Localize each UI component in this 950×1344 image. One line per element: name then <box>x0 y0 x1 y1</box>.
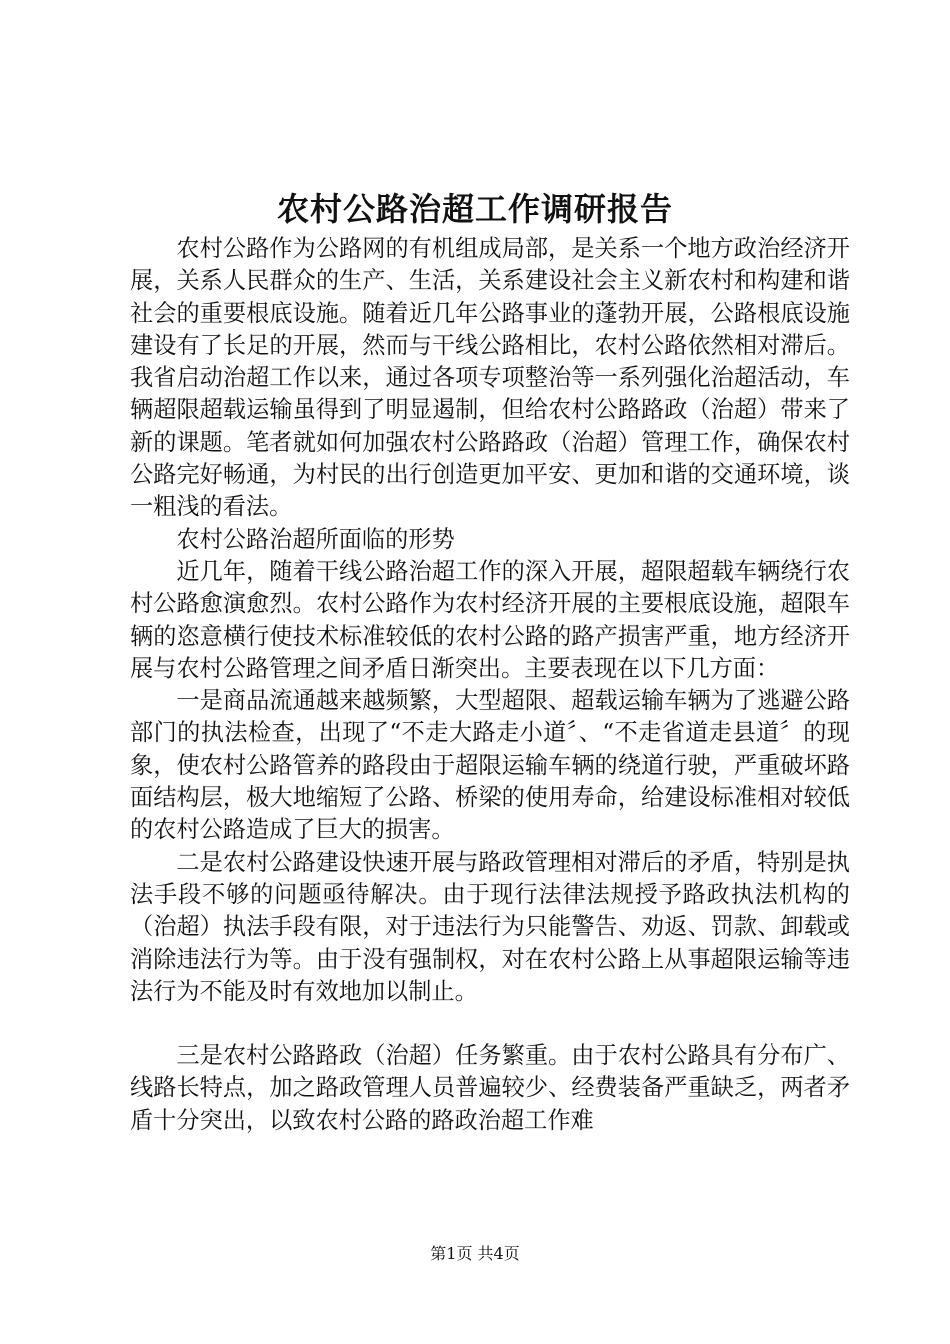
paragraph-situation: 近几年，随着干线公路治超工作的深入开展，超限超载车辆绕行农村公路愈演愈烈。农村公路作为农村经济开展的主要根底设施，超限车辆的恣意横行使技术标准较低的农村公路的路产损害严重，地方经济开展与农村公路管理之间矛盾日渐突出。主要表现在以下几方面： <box>130 557 850 682</box>
paragraph-intro: 农村公路作为公路网的有机组成局部，是关系一个地方政治经济开展，关系人民群众的生产、生活，关系建设社会主义新农村和构建和谐社会的重要根底设施。随着近几年公路事业的蓬勃开展，公路根底设施建设有了长足的开展，然而与干线公路相比，农村公路依然相对滞后。我省启动治超工作以来，通过各项专项整治等一系列强化治超活动，车辆超限超载运输虽得到了明显遏制，但给农村公路路政（治超）带来了新的课题。笔者就如何加强农村公路路政（治超）管理工作，确保农村公路完好畅通，为村民的出行创造更加平安、更加和谐的交通环境，谈一粗浅的看法。 <box>130 235 850 521</box>
document-title: 农村公路治超工作调研报告 <box>276 190 673 228</box>
paragraph-point-three: 三是农村公路路政（治超）任务繁重。由于农村公路具有分布广、线路长特点，加之路政管理人员普遍较少、经费装备严重缺乏，两者矛盾十分突出，以致农村公路的路政治超工作难 <box>130 1042 850 1134</box>
paragraph-point-one: 一是商品流通越来越频繁，大型超限、超载运输车辆为了逃避公路部门的执法检查，出现了“不走大路走小道〞、“不走省道走县道〞的现象，使农村公路管养的路段由于超限运输车辆的绕道行驶，严重破坏路面结构层，极大地缩短了公路、桥梁的使用寿命，给建设标准相对较低的农村公路造成了巨大的损害。 <box>130 687 850 844</box>
document-body <box>130 233 850 1137</box>
page-number-footer: 第1页 共4页 <box>430 1244 520 1263</box>
paragraph-point-two: 二是农村公路建设快速开展与路政管理相对滞后的矛盾，特别是执法手段不够的问题亟待解决。由于现行法律法规授予路政执法机构的（治超）执法手段有限，对于违法行为只能警告、劝返、罚款、卸载或消除违法行为等。由于没有强制权，对在农村公路上从事超限运输等违法行为不能及时有效地加以制止。 <box>130 848 850 1005</box>
section-heading: 农村公路治超所面临的形势 <box>176 525 455 553</box>
